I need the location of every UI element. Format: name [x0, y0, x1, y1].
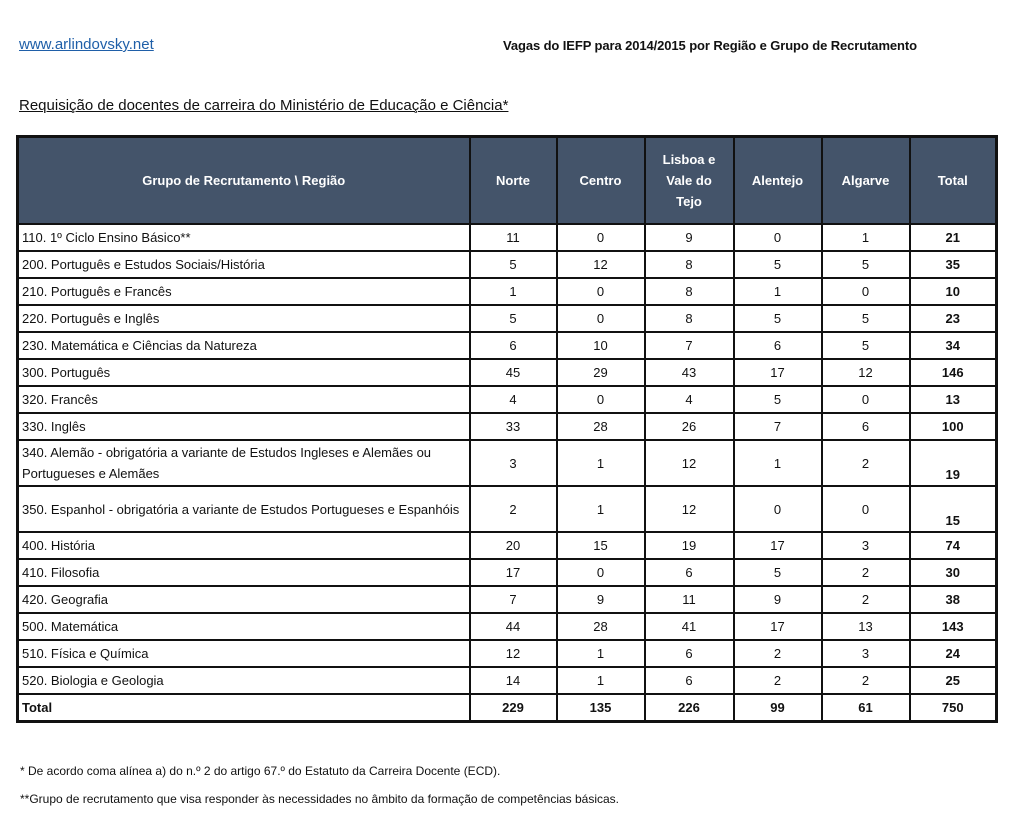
algarve-cell: 3 [822, 532, 910, 559]
norte-cell: 4 [470, 386, 557, 413]
table-row [18, 559, 997, 586]
grand-centro-cell: 135 [557, 694, 645, 722]
alentejo-cell: 17 [734, 532, 822, 559]
algarve-cell: 0 [822, 386, 910, 413]
lisboa-cell: 26 [645, 413, 734, 440]
lisboa-cell: 8 [645, 251, 734, 278]
totals-row [18, 694, 997, 722]
grand-norte-cell: 229 [470, 694, 557, 722]
lisboa-cell: 43 [645, 359, 734, 386]
grand-lisboa-cell: 226 [645, 694, 734, 722]
total-cell: 30 [910, 559, 997, 586]
table-subtitle: Requisição de docentes de carreira do Ministério de Educação e Ciência* [19, 97, 509, 114]
centro-cell: 28 [557, 613, 645, 640]
total-cell: 13 [910, 386, 997, 413]
vacancies-table [16, 135, 998, 723]
column-header-lisboa [645, 137, 734, 225]
table-row [18, 305, 997, 332]
alentejo-cell: 1 [734, 440, 822, 486]
algarve-cell: 5 [822, 251, 910, 278]
alentejo-cell: 5 [734, 251, 822, 278]
centro-cell: 29 [557, 359, 645, 386]
grand-alentejo-cell: 99 [734, 694, 822, 722]
column-header-centro: Centro [557, 137, 645, 225]
total-cell: 34 [910, 332, 997, 359]
lisboa-cell: 4 [645, 386, 734, 413]
alentejo-cell: 0 [734, 486, 822, 532]
algarve-cell: 3 [822, 640, 910, 667]
norte-cell: 33 [470, 413, 557, 440]
group-cell: 520. Biologia e Geologia [18, 667, 470, 694]
lisboa-cell: 8 [645, 278, 734, 305]
lisboa-cell: 19 [645, 532, 734, 559]
centro-cell: 0 [557, 278, 645, 305]
centro-cell: 0 [557, 305, 645, 332]
lisboa-cell: 41 [645, 613, 734, 640]
document-title: Vagas do IEFP para 2014/2015 por Região e Grupo de Recrutamento [503, 38, 917, 53]
centro-cell: 1 [557, 486, 645, 532]
alentejo-cell: 9 [734, 586, 822, 613]
group-cell: 300. Português [18, 359, 470, 386]
group-cell: 320. Francês [18, 386, 470, 413]
total-cell: 74 [910, 532, 997, 559]
total-cell: 15 [910, 486, 997, 532]
norte-cell: 6 [470, 332, 557, 359]
group-cell: 420. Geografia [18, 586, 470, 613]
lisboa-cell: 12 [645, 440, 734, 486]
alentejo-cell: 5 [734, 305, 822, 332]
site-link[interactable]: www.arlindovsky.net [19, 36, 154, 53]
algarve-cell: 1 [822, 224, 910, 251]
grand-group-cell: Total [18, 694, 470, 722]
algarve-cell: 2 [822, 559, 910, 586]
lisboa-cell: 6 [645, 667, 734, 694]
table-row [18, 586, 997, 613]
table-row [18, 224, 997, 251]
norte-cell: 5 [470, 305, 557, 332]
column-header-algarve: Algarve [822, 137, 910, 225]
centro-cell: 1 [557, 440, 645, 486]
centro-cell: 28 [557, 413, 645, 440]
table-row [18, 532, 997, 559]
total-cell: 23 [910, 305, 997, 332]
algarve-cell: 6 [822, 413, 910, 440]
column-header-group: Grupo de Recrutamento \ Região [18, 137, 470, 225]
table-row [18, 251, 997, 278]
centro-cell: 12 [557, 251, 645, 278]
lisboa-cell: 8 [645, 305, 734, 332]
alentejo-cell: 0 [734, 224, 822, 251]
centro-cell: 1 [557, 640, 645, 667]
centro-cell: 0 [557, 559, 645, 586]
header-line: Tejo [676, 194, 702, 209]
total-cell: 10 [910, 278, 997, 305]
group-cell: 350. Espanhol - obrigatória a variante de Estudos Portugueses e Espanhóis [18, 486, 470, 532]
lisboa-cell: 6 [645, 640, 734, 667]
norte-cell: 45 [470, 359, 557, 386]
table-row [18, 667, 997, 694]
alentejo-cell: 17 [734, 613, 822, 640]
alentejo-cell: 7 [734, 413, 822, 440]
algarve-cell: 2 [822, 667, 910, 694]
alentejo-cell: 2 [734, 667, 822, 694]
norte-cell: 12 [470, 640, 557, 667]
table-row [18, 413, 997, 440]
grand-total-cell: 750 [910, 694, 997, 722]
table-row [18, 278, 997, 305]
table-row [18, 486, 997, 532]
total-cell: 21 [910, 224, 997, 251]
centro-cell: 0 [557, 386, 645, 413]
norte-cell: 11 [470, 224, 557, 251]
total-cell: 143 [910, 613, 997, 640]
alentejo-cell: 17 [734, 359, 822, 386]
algarve-cell: 0 [822, 278, 910, 305]
group-cell: 400. História [18, 532, 470, 559]
norte-cell: 5 [470, 251, 557, 278]
grand-algarve-cell: 61 [822, 694, 910, 722]
lisboa-cell: 12 [645, 486, 734, 532]
column-header-alentejo: Alentejo [734, 137, 822, 225]
norte-cell: 1 [470, 278, 557, 305]
group-cell: 410. Filosofia [18, 559, 470, 586]
table-row [18, 359, 997, 386]
centro-cell: 9 [557, 586, 645, 613]
alentejo-cell: 5 [734, 559, 822, 586]
group-cell: 110. 1º Ciclo Ensino Básico** [18, 224, 470, 251]
total-cell: 146 [910, 359, 997, 386]
alentejo-cell: 6 [734, 332, 822, 359]
group-cell: 510. Física e Química [18, 640, 470, 667]
norte-cell: 3 [470, 440, 557, 486]
footnote-2: **Grupo de recrutamento que visa responder às necessidades no âmbito da formação de competências básicas. [20, 792, 620, 806]
table-row [18, 386, 997, 413]
alentejo-cell: 1 [734, 278, 822, 305]
header-line: Lisboa e [662, 152, 716, 167]
algarve-cell: 0 [822, 486, 910, 532]
lisboa-cell: 6 [645, 559, 734, 586]
group-cell: 220. Português e Inglês [18, 305, 470, 332]
norte-cell: 44 [470, 613, 557, 640]
group-cell: 500. Matemática [18, 613, 470, 640]
norte-cell: 20 [470, 532, 557, 559]
table-header-row [18, 137, 997, 225]
norte-cell: 17 [470, 559, 557, 586]
algarve-cell: 12 [822, 359, 910, 386]
column-header-total: Total [910, 137, 997, 225]
algarve-cell: 2 [822, 440, 910, 486]
footnote-1: * De acordo coma alínea a) do n.º 2 do artigo 67.º do Estatuto da Carreira Docente (ECD). [20, 764, 501, 778]
group-cell: 340. Alemão - obrigatória a variante de Estudos Ingleses e Alemães ou Portugueses e Alemães [18, 440, 470, 486]
alentejo-cell: 5 [734, 386, 822, 413]
total-cell: 24 [910, 640, 997, 667]
norte-cell: 7 [470, 586, 557, 613]
lisboa-cell: 11 [645, 586, 734, 613]
algarve-cell: 13 [822, 613, 910, 640]
total-cell: 38 [910, 586, 997, 613]
centro-cell: 15 [557, 532, 645, 559]
column-header-norte: Norte [470, 137, 557, 225]
group-cell: 210. Português e Francês [18, 278, 470, 305]
group-cell: 330. Inglês [18, 413, 470, 440]
centro-cell: 0 [557, 224, 645, 251]
lisboa-cell: 9 [645, 224, 734, 251]
table-row [18, 440, 997, 486]
centro-cell: 1 [557, 667, 645, 694]
total-cell: 19 [910, 440, 997, 486]
header-line: Vale do [666, 173, 712, 188]
lisboa-cell: 7 [645, 332, 734, 359]
group-cell: 230. Matemática e Ciências da Natureza [18, 332, 470, 359]
total-cell: 25 [910, 667, 997, 694]
norte-cell: 14 [470, 667, 557, 694]
alentejo-cell: 2 [734, 640, 822, 667]
algarve-cell: 2 [822, 586, 910, 613]
total-cell: 35 [910, 251, 997, 278]
table-row [18, 332, 997, 359]
algarve-cell: 5 [822, 332, 910, 359]
table-row [18, 640, 997, 667]
centro-cell: 10 [557, 332, 645, 359]
norte-cell: 2 [470, 486, 557, 532]
algarve-cell: 5 [822, 305, 910, 332]
table-row [18, 613, 997, 640]
total-cell: 100 [910, 413, 997, 440]
group-cell: 200. Português e Estudos Sociais/História [18, 251, 470, 278]
